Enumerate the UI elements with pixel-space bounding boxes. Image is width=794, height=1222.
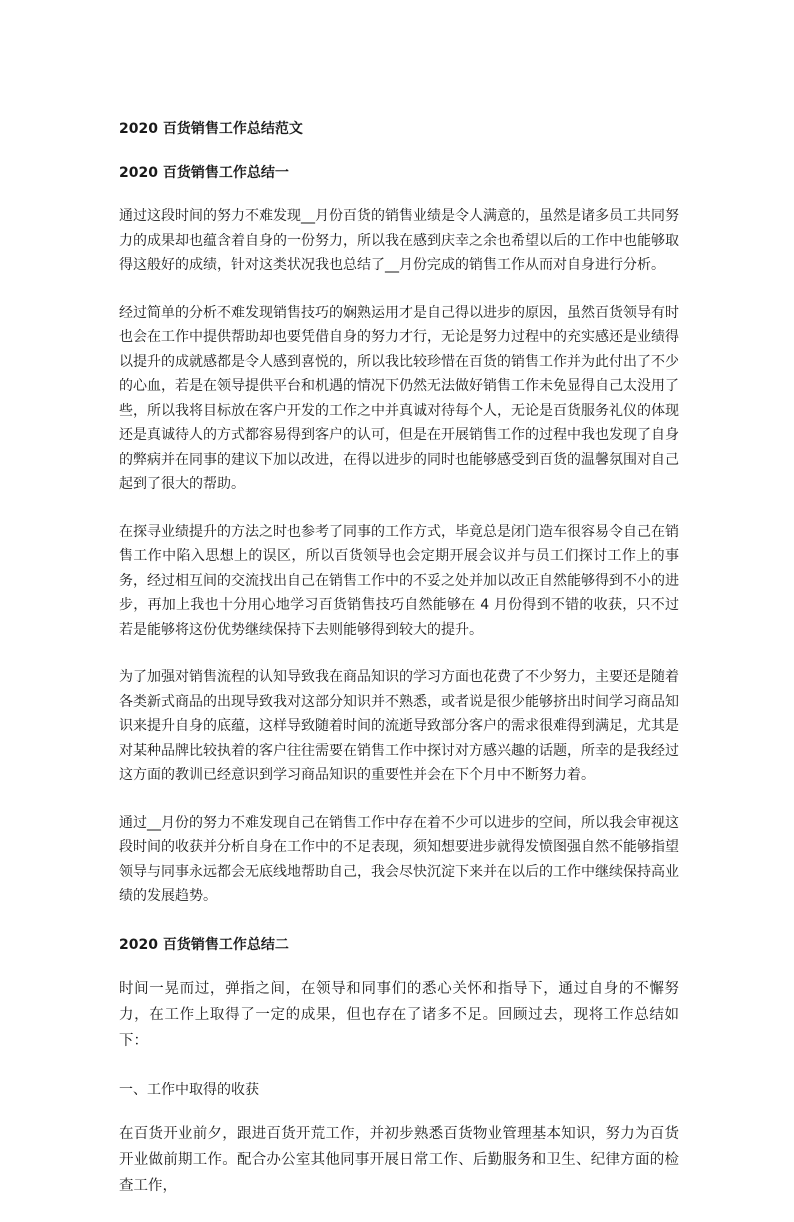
- section-heading-1: 2020 百货销售工作总结一: [119, 165, 289, 181]
- document-title: 2020 百货销售工作总结范文: [119, 121, 303, 137]
- paragraph-2: 经过简单的分析不难发现销售技巧的娴熟运用才是自己得以进步的原因，虽然百货领导有时也会在工作中提供帮助却也要凭借自身的努力才行，无论是努力过程中的充实感还是业绩得以提升的成就感都是令人感到喜悦的，所以我比较珍惜在百货的销售工作并为此付出了不少的心血，若是在领导提供平台和机遇的情况下仍然无法做好销售工作未免显得自己太没用了些，所以我将目标放在客户开发的工作之中并真诚对待每个人，无论是百货服务礼仪的体现还是真诚待人的方式都容易得到客户的认可，但是在开展销售工作的过程中我也发现了自身的弊病并在同事的建议下加以改进，在得以进步的同时也能够感受到百货的温馨氛围对自己起到了很大的帮助。: [119, 304, 679, 492]
- paragraph-5: 通过__月份的努力不难发现自己在销售工作中存在着不少可以进步的空间，所以我会审视这段时间的收获并分析自身在工作中的不足表现，须知想要进步就得发愤图强自然不能够指望领导与同事永远都会无底线地帮助自己，我会尽快沉淀下来并在以后的工作中继续保持高业绩的发展趋势。: [119, 814, 679, 904]
- paragraph-3: 在探寻业绩提升的方法之时也参考了同事的工作方式，毕竟总是闭门造车很容易令自己在销售工作中陷入思想上的误区，所以百货领导也会定期开展会议并与员工们探讨工作上的事务，经过相互间的交流找出自己在销售工作中的不妥之处并加以改正自然能够得到不小的进步，再加上我也十分用心地学习百货销售技巧自然能够在 4 月份得到不错的收获，只不过若是能够将这份优势继续保持下去则能够得到较大的提升。: [119, 523, 679, 638]
- paragraph-4: 为了加强对销售流程的认知导致我在商品知识的学习方面也花费了不少努力，主要还是随着各类新式商品的出现导致我对这部分知识并不熟悉，或者说是很少能够挤出时间学习商品知识来提升自身的底蕴，这样导致随着时间的流逝导致部分客户的需求很难得到满足，尤其是对某种品牌比较执着的客户往往需要在销售工作中探讨对方感兴趣的话题，所幸的是我经过这方面的教训已经意识到学习商品知识的重要性并会在下个月中不断努力着。: [119, 669, 679, 783]
- subheading-1: 一、工作中取得的收获: [119, 1081, 259, 1098]
- paragraph-1: 通过这段时间的努力不难发现__月份百货的销售业绩是令人满意的，虽然是诸多员工共同努力的成果却也蕴含着自身的一份努力，所以我在感到庆幸之余也希望以后的工作中也能够取得这般好的成绩，针对这类状况我也总结了__月份完成的销售工作从而对自身进行分析。: [119, 208, 679, 273]
- paragraph-6: 时间一晃而过，弹指之间，在领导和同事们的悉心关怀和指导下，通过自身的不懈努力，在工作上取得了一定的成果，但也存在了诸多不足。回顾过去，现将工作总结如下：: [119, 980, 679, 1049]
- paragraph-7: 在百货开业前夕，跟进百货开荒工作，并初步熟悉百货物业管理基本知识，努力为百货开业做前期工作。配合办公室其他同事开展日常工作、后勤服务和卫生、纪律方面的检查工作，: [119, 1125, 679, 1194]
- section-heading-2: 2020 百货销售工作总结二: [119, 936, 289, 953]
- document-body: [119, 116, 679, 1222]
